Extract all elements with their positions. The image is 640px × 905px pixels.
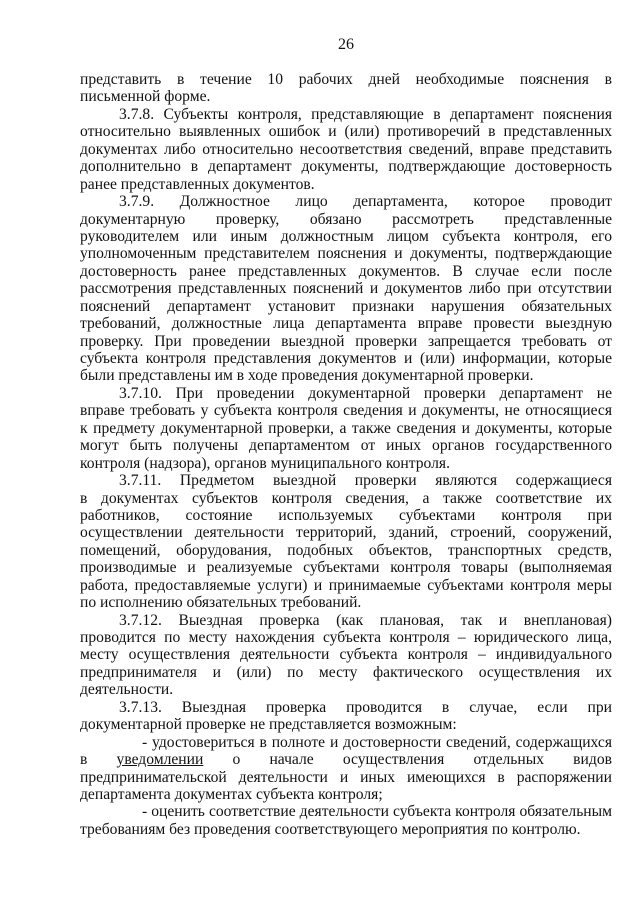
paragraph: [80, 472, 612, 612]
text-line: субъекта контроля представления документов и (или) информации, которые: [80, 350, 612, 367]
text-line: - удостовериться в полноте и достоверности сведений, содержащихся: [142, 733, 612, 751]
text-line: дополнительно в департамент документы, подтверждающие достоверность: [80, 158, 612, 176]
paragraph: [80, 612, 612, 699]
text-line: 3.7.11. Предметом выездной проверки являются содержащиеся: [119, 472, 612, 490]
text-line: могут быть получены департаментом от иных органов государственного: [80, 437, 612, 455]
text-line: в уведомлении о начале осуществления отдельных видов: [80, 751, 612, 769]
text-line: работников, состояние используемых субъектами контроля при: [80, 506, 612, 524]
paragraph: [80, 385, 612, 472]
text-line: 3.7.12. Выездная проверка (как плановая, так и внеплановая): [119, 611, 612, 629]
text-line: документарной проверке не представляется возможным:: [80, 716, 457, 734]
text-line: деятельности.: [80, 681, 174, 699]
text-line: - оценить соответствие деятельности субъекта контроля обязательным: [142, 803, 612, 821]
text-line: относительно выявленных ошибок и (или) противоречий в представленных: [80, 123, 612, 141]
text-line: предпринимателя и (или) по месту фактического осуществления их: [80, 663, 612, 681]
text-line: проверку. При проведении выездной проверки запрещается требовать от: [80, 332, 612, 350]
text-line: производимые и реализуемые субъектами контроля товары (выполняемая: [80, 559, 612, 577]
text-line: уполномоченным представителем пояснения и документы, подтверждающие: [80, 245, 612, 263]
text-line: требованиям без проведения соответствующего мероприятия по контролю.: [80, 820, 581, 838]
text-line: вправе требовать у субъекта контроля сведения и документы, не относящиеся: [80, 402, 612, 420]
notification-link[interactable]: уведомлении: [116, 751, 204, 769]
text-line: 3.7.8. Субъекты контроля, представляющие в департамент пояснения: [119, 105, 612, 123]
text-line: по исполнению обязательных требований.: [80, 594, 362, 612]
text-line: представить в течение 10 рабочих дней необходимые пояснения в: [80, 71, 612, 88]
text-line: ранее представленных документов.: [80, 175, 315, 193]
text-line: департамента документах субъекта контроля;: [80, 785, 383, 803]
text-line: достоверность ранее представленных документов. В случае если после: [80, 262, 612, 280]
text-line: руководителем или иным должностным лицом субъекта контроля, его: [80, 227, 612, 245]
text-line: в документах субъектов контроля сведения, а также соответствие их: [80, 489, 612, 507]
document-body: [80, 71, 612, 838]
paragraph: [80, 803, 612, 838]
paragraph: [80, 734, 612, 804]
paragraph: [80, 106, 612, 193]
text-line: рассмотрения представленных пояснений и документов либо при отсутствии: [80, 280, 612, 298]
text-line: помещений, оборудования, подобных объектов, транспортных средств,: [80, 541, 612, 559]
text-line: 3.7.10. При проведении документарной проверки департамент не: [119, 384, 612, 402]
text-line: 3.7.9. Должностное лицо департамента, которое проводит: [119, 193, 612, 211]
text-line: письменной форме.: [80, 88, 211, 106]
text-line: проводится по месту нахождения субъекта контроля – юридического лица,: [80, 629, 612, 646]
text-line: контроля (надзора), органов муниципального контроля.: [80, 454, 451, 472]
paragraph: [80, 699, 612, 734]
text-line: предпринимательской деятельности и иных имеющихся в распоряжении: [80, 768, 612, 786]
paragraph: [80, 71, 612, 106]
text-line: были представлены им в ходе проведения документарной проверки.: [80, 367, 534, 385]
page-number: 26: [338, 36, 354, 53]
text-line: к предмету документарной проверки, а также сведения и документы, которые: [80, 419, 612, 437]
text-line: документарную проверку, обязано рассмотреть представленные: [80, 210, 612, 228]
paragraph: [80, 193, 612, 385]
text-line: требований, должностные лица департамента вправе провести выездную: [80, 315, 612, 333]
text-line: месту осуществления деятельности субъекта контроля – индивидуального: [80, 646, 612, 664]
text-line: пояснений департамент установит признаки нарушения обязательных: [80, 297, 612, 315]
text-line: документах либо относительно несоответствия сведений, вправе представить: [80, 140, 612, 158]
text-line: 3.7.13. Выездная проверка проводится в случае, если при: [119, 698, 612, 716]
text-line: работа, предоставляемые услуги) и принимаемые субъектами контроля меры: [80, 576, 612, 594]
text-line: осуществлении деятельности территорий, зданий, строений, сооружений,: [80, 524, 612, 542]
